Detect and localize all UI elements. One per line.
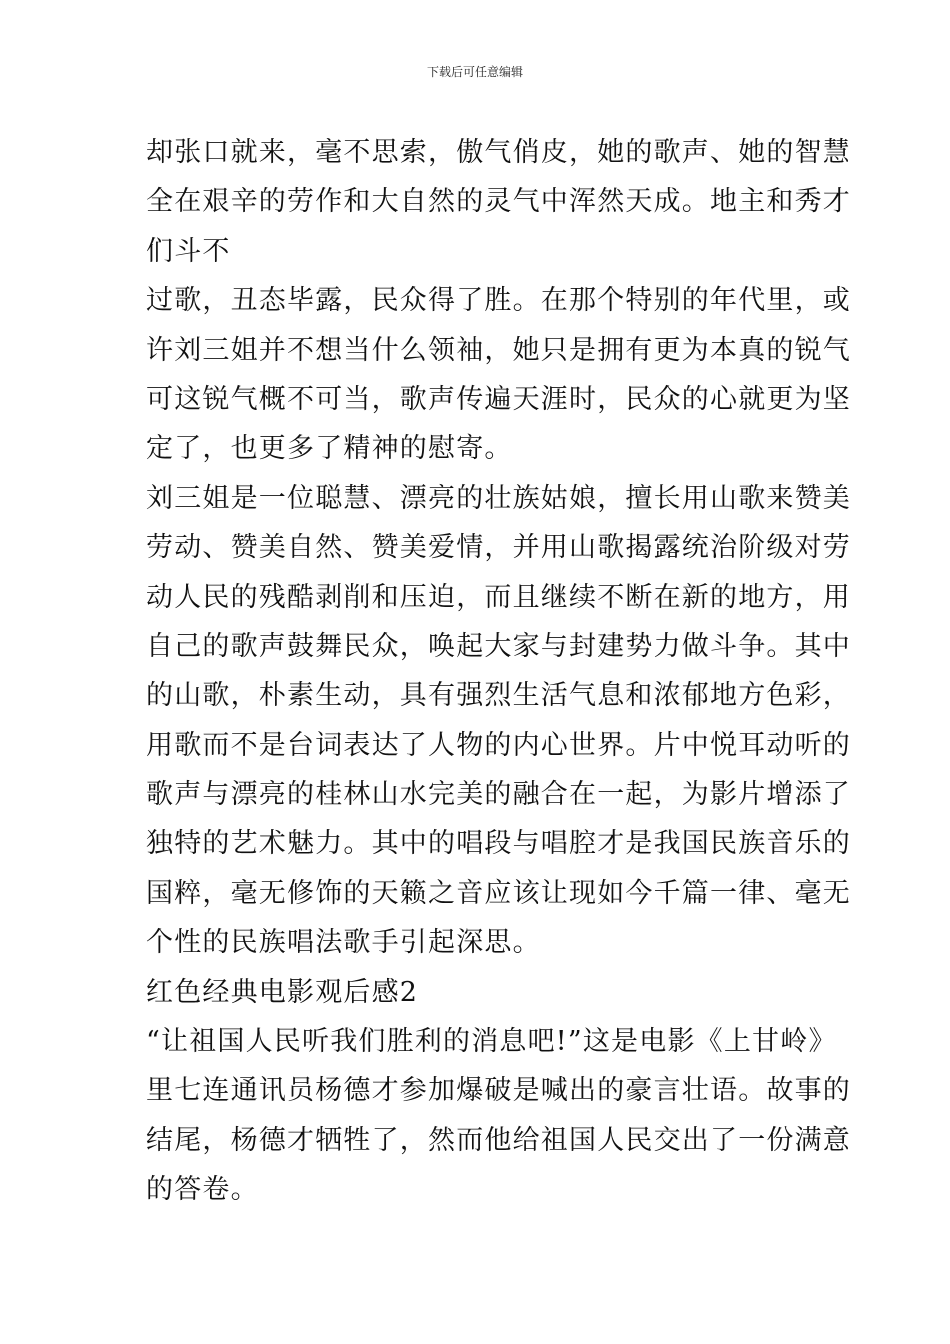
text-line: 却张口就来，毫不思索，傲气俏皮，她的歌声、她的智慧 — [146, 137, 851, 168]
body-text — [146, 128, 851, 1215]
text-line: 们斗不 — [146, 235, 231, 267]
text-line: 可这锐气概不可当，歌声传遍天涯时，民众的心就更为坚 — [146, 383, 851, 415]
text-line: 用歌而不是台词表达了人物的内心世界。片中悦耳动听的 — [146, 729, 851, 761]
page-header: 下载后可任意编辑 — [426, 65, 523, 79]
text-line: 歌声与漂亮的桂林山水完美的融合在一起，为影片增添了 — [146, 779, 851, 811]
text-line: 独特的艺术魅力。其中的唱段与唱腔才是我国民族音乐的 — [146, 828, 851, 860]
text-line: 结尾，杨德才牺牲了，然而他给祖国人民交出了一份满意 — [146, 1124, 851, 1156]
text-line: 过歌，丑态毕露，民众得了胜。在那个特别的年代里，或 — [146, 285, 851, 317]
text-line: 个性的民族唱法歌手引起深思。 — [146, 927, 541, 959]
text-line: 的答卷。 — [146, 1174, 259, 1206]
text-line: 定了，也更多了精神的慰寄。 — [146, 433, 513, 465]
text-line: 刘三姐是一位聪慧、漂亮的壮族姑娘，擅长用山歌来赞美 — [146, 482, 851, 514]
text-line: 动人民的残酷剥削和压迫，而且继续不断在新的地方，用 — [146, 581, 851, 613]
text-line: “让祖国人民听我们胜利的消息吧!”这是电影《上甘岭》 — [146, 1026, 837, 1058]
section-heading: 红色经典电影观后感2 — [146, 976, 419, 1008]
text-line: 国粹，毫无修饰的天籁之音应该让现如今千篇一律、毫无 — [146, 877, 851, 909]
text-line: 全在艰辛的劳作和大自然的灵气中浑然天成。地主和秀才 — [146, 186, 851, 218]
text-line: 劳动、赞美自然、赞美爱情，并用山歌揭露统治阶级对劳 — [146, 532, 851, 564]
text-line: 许刘三姐并不想当什么领袖，她只是拥有更为本真的锐气 — [146, 334, 851, 366]
text-line: 里七连通讯员杨德才参加爆破是喊出的豪言壮语。故事的 — [146, 1075, 851, 1107]
text-line: 自己的歌声鼓舞民众，唤起大家与封建势力做斗争。其中 — [146, 630, 851, 662]
text-line: 的山歌，朴素生动，具有强烈生活气息和浓郁地方色彩， — [146, 680, 851, 712]
